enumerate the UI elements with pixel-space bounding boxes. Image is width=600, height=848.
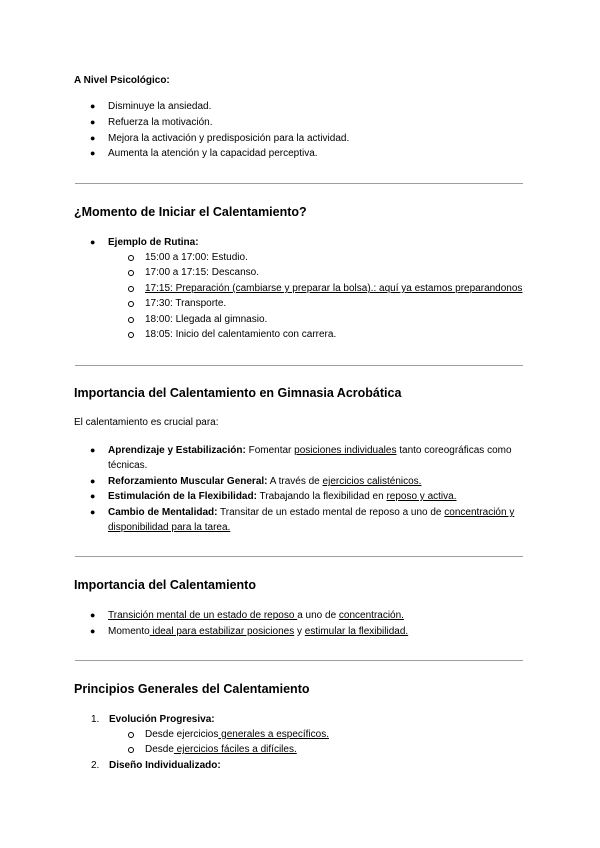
list-number: 1. <box>91 714 100 725</box>
item-link[interactable]: estimular la flexibilidad. <box>304 626 409 637</box>
routine-item: 17:00 a 17:15: Descanso. <box>145 267 259 278</box>
item-text: Desde <box>145 744 174 755</box>
item-label: Reforzamiento Muscular General: <box>108 476 268 487</box>
item-link[interactable]: ideal para estabilizar posiciones <box>149 626 295 637</box>
list-number: 2. <box>91 760 100 771</box>
divider <box>75 556 523 557</box>
item-link[interactable]: posiciones individuales <box>294 445 397 456</box>
moment-heading: ¿Momento de Iniciar el Calentamiento? <box>74 205 307 219</box>
item-link[interactable]: Transición mental de un estado de reposo <box>108 610 298 621</box>
importance-acro-item-cont[interactable]: disponibilidad para la tarea. <box>108 522 231 533</box>
bullet-icon: ● <box>90 445 96 455</box>
circle-bullet-icon <box>128 747 134 753</box>
item-text: Fomentar <box>245 445 295 456</box>
circle-bullet-icon <box>128 255 134 261</box>
principle-sub-item <box>145 727 329 743</box>
psych-item: Disminuye la ansiedad. <box>108 101 212 112</box>
importance-acro-heading: Importancia del Calentamiento en Gimnasia Acrobática <box>74 386 402 400</box>
importance-acro-item <box>108 505 514 521</box>
item-text: A través de <box>267 476 323 487</box>
importance-acro-item-cont: técnicas. <box>108 460 148 471</box>
psych-heading: A Nivel Psicológico: <box>74 75 170 86</box>
circle-bullet-icon <box>128 317 134 323</box>
circle-bullet-icon <box>128 270 134 276</box>
principles-heading: Principios Generales del Calentamiento <box>74 682 310 696</box>
item-text: Momento <box>108 626 150 637</box>
circle-bullet-icon <box>128 286 134 292</box>
item-link[interactable]: concentración. <box>338 610 404 621</box>
psych-item: Refuerza la motivación. <box>108 117 213 128</box>
psych-item: Aumenta la atención y la capacidad perceptiva. <box>108 148 318 159</box>
routine-item: 18:05: Inicio del calentamiento con carrera. <box>145 329 337 340</box>
principle-sub-item <box>145 742 297 758</box>
principle-label: Diseño Individualizado: <box>109 760 221 771</box>
bullet-icon: ● <box>90 237 96 247</box>
item-text: Trabajando la flexibilidad en <box>256 491 387 502</box>
item-link[interactable]: generales a específicos. <box>218 729 329 740</box>
divider <box>75 365 523 366</box>
importance-acro-intro: El calentamiento es crucial para: <box>74 417 219 428</box>
routine-item: 15:00 a 17:00: Estudio. <box>145 252 248 263</box>
circle-bullet-icon <box>128 732 134 738</box>
bullet-icon: ● <box>90 476 96 486</box>
importance-heading: Importancia del Calentamiento <box>74 578 256 592</box>
divider <box>75 183 523 184</box>
item-text: Transitar de un estado mental de reposo a uno de <box>217 507 445 518</box>
bullet-icon: ● <box>90 626 96 636</box>
importance-item <box>108 608 404 624</box>
bullet-icon: ● <box>90 491 96 501</box>
bullet-icon: ● <box>90 610 96 620</box>
bullet-icon: ● <box>90 101 96 111</box>
bullet-icon: ● <box>90 133 96 143</box>
bullet-icon: ● <box>90 148 96 158</box>
circle-bullet-icon <box>128 332 134 338</box>
psych-item: Mejora la activación y predisposición para la actividad. <box>108 133 350 144</box>
importance-item <box>108 624 408 640</box>
item-link[interactable]: reposo y activa. <box>386 491 457 502</box>
importance-acro-item <box>108 474 421 490</box>
bullet-icon: ● <box>90 117 96 127</box>
principle-label: Evolución Progresiva: <box>109 714 215 725</box>
routine-item: 18:00: Llegada al gimnasio. <box>145 314 268 325</box>
item-link[interactable]: concentración y <box>444 507 515 518</box>
circle-bullet-icon <box>128 301 134 307</box>
item-text: a uno de <box>297 610 339 621</box>
item-label: Estimulación de la Flexibilidad: <box>108 491 257 502</box>
importance-acro-item <box>108 443 512 459</box>
item-link[interactable]: ejercicios calisténicos. <box>322 476 422 487</box>
item-text: y <box>294 626 305 637</box>
item-link[interactable]: ejercicios fáciles a difíciles. <box>173 744 297 755</box>
importance-acro-item <box>108 489 457 505</box>
item-text: Desde ejercicios <box>145 729 219 740</box>
divider <box>75 660 523 661</box>
bullet-icon: ● <box>90 507 96 517</box>
item-label: Aprendizaje y Estabilización: <box>108 445 246 456</box>
routine-item: 17:30: Transporte. <box>145 298 227 309</box>
item-label: Cambio de Mentalidad: <box>108 507 218 518</box>
routine-label: Ejemplo de Rutina: <box>108 237 199 248</box>
routine-item-link[interactable]: 17:15: Preparación (cambiarse y preparar la bolsa).: aquí ya estamos preparandonos <box>145 283 523 294</box>
item-text: tanto coreográficas como <box>396 445 512 456</box>
